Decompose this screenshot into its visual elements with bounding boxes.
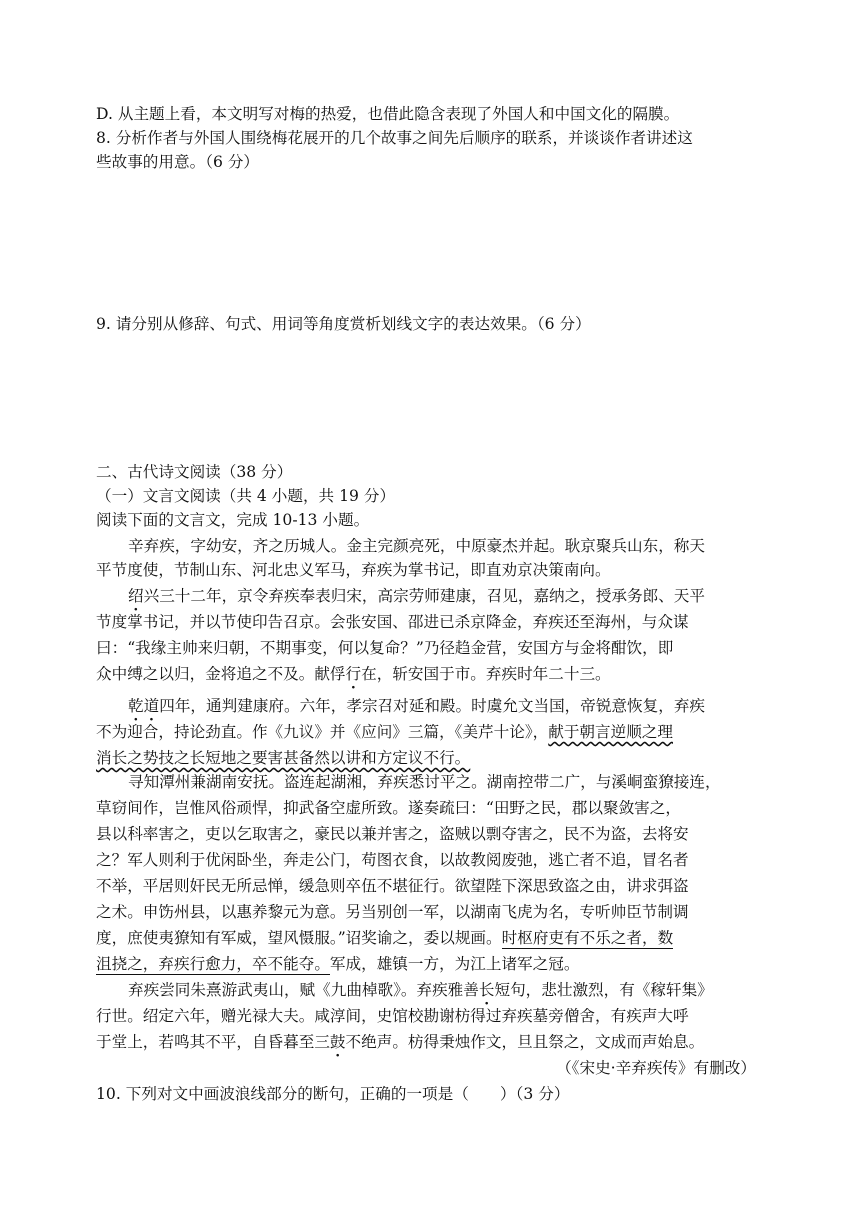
dotted-char: 乾 [128,697,144,715]
question-8-line-2: 些故事的用意。（6 分） [96,153,260,171]
passage-p5-line-2: 行世。绍定六年，赠光禄大夫。咸淳间，史馆校勘谢枋得过弃疾墓旁僧舍，有疾声大呼 [96,1007,689,1025]
passage-p4-line-3: 县以科率害之，吏以乞取害之，豪民以兼并害之，盗贼以剽夺害之，民不为盗，去将安 [96,825,689,843]
passage-p5-line-3 [96,1032,704,1052]
underlined-text: 时枢府吏有不乐之者，数 [501,929,674,947]
passage-p3-line-2 [96,722,673,742]
wavy-underline-text: 消长之势技之长短地之要害甚备然以讲和方定议不行。 [96,749,471,767]
text-run: 于堂上，若鸣其不平，自昏暮至三 [96,1033,330,1051]
question-10: 10. 下列对文中画波浪线部分的断句，正确的一项是（ ）（3 分） [96,1085,570,1103]
passage-p3-line-1 [128,696,705,716]
passage-p4-line-1: 寻知潭州兼湖南安抚。盗连起湖湘，弃疾悉讨平之。湖南控带二广，与溪峒蛮獠接连， [128,773,721,791]
passage-p4-line-7 [96,928,673,948]
section-instruction: 阅读下面的文言文，完成 10-13 小题。 [96,511,370,529]
text-run: 短句，悲壮激烈，有《稼轩集》 [494,981,713,999]
dotted-char: 绍 [128,587,144,605]
passage-p4-line-5: 不举，平居则奸民无所忌惮，缓急则卒伍不堪征行。欲望陛下深思致盗之由，讲求弭盗 [96,877,689,895]
text-run: 在，斩安国于市。弃疾时年二十三。 [361,665,611,683]
passage-p2-line-3: 曰：“我缘主帅来归朝，不期事变，何以复命？”乃径趋金营，安国方与金将酣饮，即 [96,639,674,657]
passage-p2-line-1 [128,586,705,606]
passage-p2-line-2: 节度掌书记，并以节使印告召京。会张安国、邵进已杀京降金，弃疾还至海州，与众谋 [96,613,689,631]
dotted-char: 鼓 [329,1033,346,1051]
passage-source: （《宋史·辛弃疾传》有删改） [556,1059,756,1077]
dotted-char: 长 [478,981,495,999]
passage-p5-line-1 [128,980,713,1000]
text-run: 度，庶使夷獠知有军威，望风慑服。”诏奖谕之，委以规画。 [96,929,502,947]
text-run: 弃疾尝同朱熹游武夷山，赋《九曲棹歌》。弃疾雅善 [128,981,479,999]
passage-p4-line-8 [96,954,579,974]
question-9: 9. 请分别从修辞、句式、用词等角度赏析划线文字的表达效果。（6 分） [96,315,591,333]
passage-p3-line-3 [96,748,470,768]
question-8-line-1: 8. 分析作者与外国人围绕梅花展开的几个故事之间先后顺序的联系，并谈谈作者讲述这 [96,129,693,147]
passage-p1-line-1: 辛弃疾，字幼安，齐之历城人。金主完颜亮死，中原豪杰并起。耿京聚兵山东，称天 [128,537,705,555]
wavy-underline-text: 献于朝言逆顺之理 [548,723,673,741]
passage-p4-line-4: 之？军人则利于优闲卧坐，奔走公门，苟图衣食，以故教阅废弛，逃亡者不追，冒名者 [96,851,689,869]
option-d: D. 从主题上看，本文明写对梅的热爱，也借此隐含表现了外国人和中国文化的隔膜。 [96,105,680,123]
underlined-text: 沮挠之，弃疾行愈力，卒不能夺。 [96,955,330,973]
text-run: 不绝声。枋得秉烛作文，旦且祭之，文成而声始息。 [345,1033,705,1051]
passage-p1-line-2: 平节度使，节制山东、河北忠义军马，弃疾为掌书记，即直劝京决策南向。 [96,561,611,579]
passage-p2-line-4 [96,664,611,684]
dotted-char: 道 [143,697,160,715]
passage-p4-line-2: 草窃间作，岂惟风俗顽悍，抑武备空虚所致。遂奏疏曰：“田野之民，郡以聚敛害之， [96,799,681,817]
section-title: 二、古代诗文阅读（38 分） [96,463,293,481]
dotted-char: 行 [345,665,362,683]
text-run: 兴三十二年，京令弃疾奉表归宋，高宗劳师建康，召见，嘉纳之，授承务郎、天平 [143,587,705,605]
text-run: 军成，雄镇一方，为江上诸军之冠。 [329,955,580,973]
passage-p4-line-6: 之术。申饬州县，以惠养黎元为意。另当别创一军，以湖南飞虎为名，专听帅臣节制调 [96,903,689,921]
section-subtitle: （一）文言文阅读（共 4 小题，共 19 分） [96,487,396,505]
text-run: 不为迎合，持论劲直。作《九议》并《应问》三篇，《美芹十论》， [96,723,549,741]
text-run: 众中缚之以归，金将追之不及。献俘 [96,665,346,683]
text-run: 四年，通判建康府。六年，孝宗召对延和殿。时虞允文当国，帝锐意恢复，弃疾 [159,697,706,715]
